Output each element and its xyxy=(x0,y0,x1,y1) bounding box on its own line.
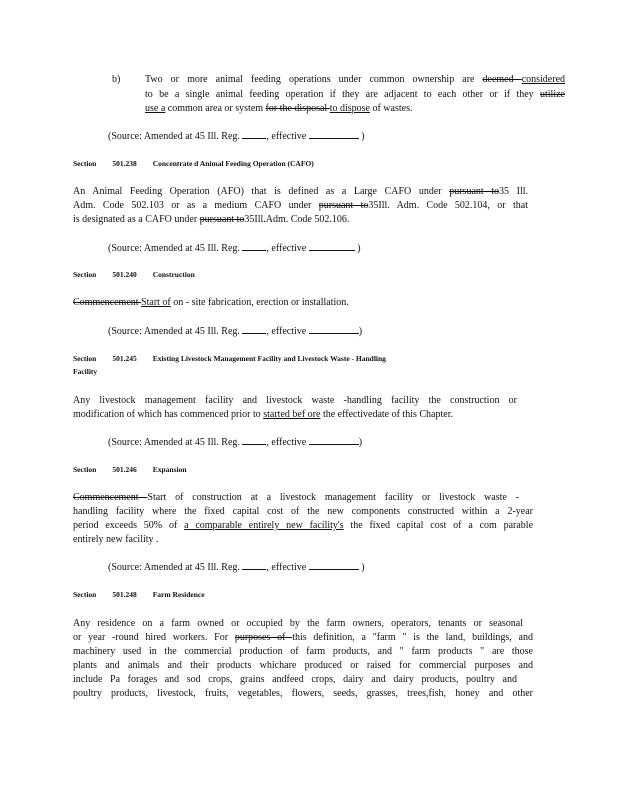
section-heading: Section 501.248 Farm Residence xyxy=(73,590,205,599)
section-heading: Section 501.238 Concentrate d Animal Feeding Operation (CAFO) xyxy=(73,159,314,168)
paragraph-line: Any livestock management facility and livestock waste -handling facility the construction or xyxy=(73,395,517,406)
paragraph-line: include Pa forages and sod crops, grains andfeed crops, dairy and dairy products, poultry and xyxy=(73,674,517,685)
source-note: (Source: Amended at 45 Ill. Reg. , effective ) xyxy=(108,562,365,573)
source-note: (Source: Amended at 45 Ill. Reg. , effective ) xyxy=(108,326,363,337)
paragraph-line: An Animal Feeding Operation (AFO) that is defined as a Large CAFO under pursuant to35 Ill. xyxy=(73,186,529,197)
blank-line xyxy=(242,435,266,445)
blank-line xyxy=(242,129,266,139)
deleted-text: Commencement xyxy=(73,492,148,503)
list-marker: b) xyxy=(112,74,121,85)
deleted-text: deemed xyxy=(482,74,522,85)
inserted-text: Start of xyxy=(141,297,171,308)
section-heading-continued: Facility xyxy=(73,367,98,376)
deleted-text: purposes of xyxy=(234,632,293,643)
paragraph-line: poultry products, livestock, fruits, vegetables, flowers, seeds, grasses, trees,fish, honey and other xyxy=(73,688,533,699)
paragraph-line: machinery used in the commercial production of farm products, and " farm products " are those xyxy=(73,646,533,657)
paragraph-line: plants and animals and their products whichare produced or raised for commercial purposes and xyxy=(73,660,533,671)
section-heading: Section 501.245 Existing Livestock Management Facility and Livestock Waste - Handling xyxy=(73,354,386,363)
blank-line xyxy=(242,324,266,334)
deleted-text: utilize xyxy=(540,89,565,100)
blank-line xyxy=(309,435,359,445)
deleted-text: pursuant to xyxy=(449,186,500,197)
inserted-text: started bef ore xyxy=(263,409,321,420)
item-b-line-1: Two or more animal feeding operations under common ownership are deemed considered xyxy=(145,74,566,85)
source-note: (Source: Amended at 45 Ill. Reg. , effective ) xyxy=(108,437,363,448)
blank-line xyxy=(309,324,359,334)
paragraph-line: Any residence on a farm owned or occupied by the farm owners, operators, tenants or seasonal xyxy=(73,618,523,629)
blank-line xyxy=(309,129,359,139)
blank-line xyxy=(309,241,355,251)
paragraph-line: Adm. Code 502.103 or as a medium CAFO under pursuant to35Ill. Adm. Code 502.104, or that xyxy=(73,200,528,211)
deleted-text: for the disposal xyxy=(265,103,330,114)
paragraph-line: modification of which has commenced prior to started bef ore the effectivedate of this Chapter. xyxy=(73,409,453,420)
paragraph-line: Commencement Start of on - site fabrication, erection or installation. xyxy=(73,297,349,308)
deleted-text: pursuant to xyxy=(318,200,369,211)
inserted-text: use a xyxy=(145,103,166,114)
inserted-text: a comparable entirely new facility's xyxy=(184,520,344,531)
paragraph-line: period exceeds 50% of a comparable entirely new facility's the fixed capital cost of a com parable xyxy=(73,520,534,531)
deleted-text: pursuant to xyxy=(199,214,245,225)
blank-line xyxy=(242,241,266,251)
item-b-line-2: to be a single animal feeding operation if they are adjacent to each other or if they utilize xyxy=(145,89,565,100)
paragraph-line: is designated as a CAFO under pursuant to35Ill.Adm. Code 502.106. xyxy=(73,214,350,225)
inserted-text: to dispose xyxy=(329,103,370,114)
paragraph-line: entirely new facility . xyxy=(73,534,159,545)
inserted-text: considered xyxy=(521,74,566,85)
paragraph-line: handling facility where the fixed capital cost of the new components constructed within a 2-year xyxy=(73,506,533,517)
blank-line xyxy=(242,560,266,570)
blank-line xyxy=(309,560,359,570)
section-heading: Section 501.240 Construction xyxy=(73,270,195,279)
paragraph-line: Commencement Start of construction at a livestock management facility or livestock waste - xyxy=(73,492,519,503)
source-note: (Source: Amended at 45 Ill. Reg. , effective ) xyxy=(108,131,365,142)
item-b-line-3: use a common area or system for the disposal to dispose of wastes. xyxy=(145,103,413,114)
deleted-text: Commencement xyxy=(73,297,142,308)
source-note: (Source: Amended at 45 Ill. Reg. , effective ) xyxy=(108,243,361,254)
section-heading: Section 501.246 Expansion xyxy=(73,465,187,474)
paragraph-line: or year -round hired workers. For purposes of this definition, a "farm " is the land, buildings, and xyxy=(73,632,533,643)
